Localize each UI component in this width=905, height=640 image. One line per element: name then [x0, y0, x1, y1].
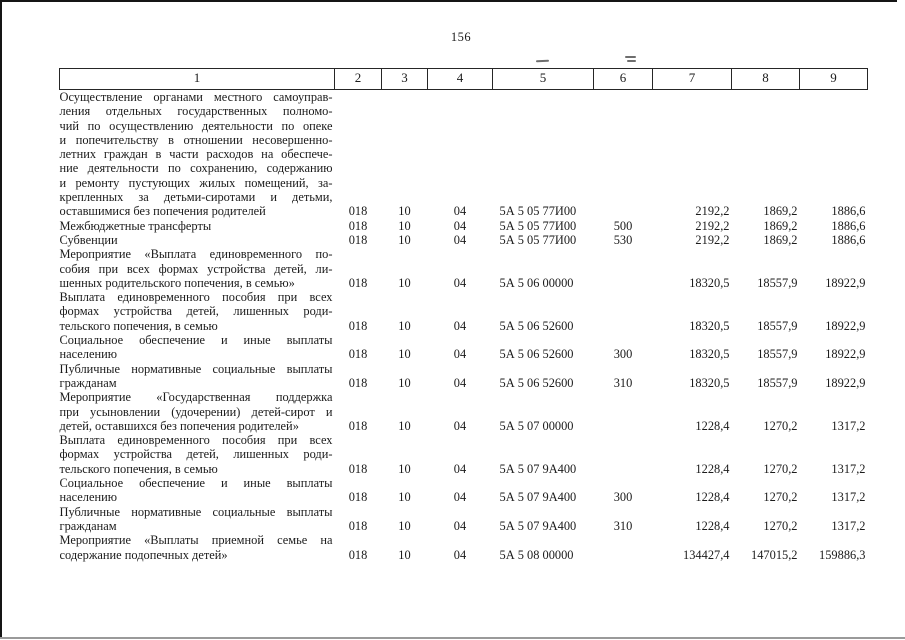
column-header-8: 8	[732, 69, 800, 90]
name-line: при усыновлении (удочерении) детей-сирот и	[59, 404, 333, 419]
cell-subsection-code: 04	[453, 232, 467, 247]
cell-amount-year2: 1869,2	[763, 204, 798, 219]
cell-expense-type-code	[594, 433, 653, 476]
cell-amount-year1: 134427,4	[683, 547, 730, 562]
budget-table	[59, 68, 868, 562]
name-line: оставшимися без попечения родителей	[59, 204, 266, 219]
cell-section-code: 10	[398, 518, 411, 533]
cell-subsection-code: 04	[453, 461, 467, 476]
name-line: собия при всех формах устройства детей, ли-	[59, 261, 333, 276]
cell-amount-year1: 1228,4	[695, 461, 730, 476]
cell-amount-year3: 1317,2	[831, 490, 866, 505]
cell-expense-type-code	[594, 90, 653, 219]
cell-subsection-code: 04	[453, 318, 467, 333]
name-line: крепленных за детьми-сиротами и детьми,	[59, 190, 333, 205]
name-line: Выплата единовременного пособия при всех	[59, 290, 333, 305]
cell-amount-year1: 2192,2	[695, 232, 730, 247]
cell-expense-type-code	[594, 533, 653, 562]
scan-speck	[627, 60, 636, 62]
cell-amount-year3: 1886,6	[831, 232, 866, 247]
name-line: летних граждан в части расходов на обеспече-	[59, 147, 333, 162]
cell-target-article-code: 5А 5 06 52600	[499, 347, 574, 362]
name-line: гражданам	[59, 518, 117, 533]
cell-amount-year1: 18320,5	[689, 318, 730, 333]
cell-expense-type-code	[594, 247, 653, 290]
column-numbers-row	[60, 69, 868, 90]
cell-grbs-code: 018	[348, 275, 368, 290]
cell-grbs-code: 018	[348, 218, 368, 233]
table-row	[60, 433, 868, 476]
cell-section-code: 10	[398, 204, 411, 219]
column-header-1: 1	[60, 69, 335, 90]
cell-expense-type-code: 530	[613, 232, 633, 247]
column-header-6: 6	[594, 69, 653, 90]
cell-section-code: 10	[398, 275, 411, 290]
cell-section-code: 10	[398, 418, 411, 433]
cell-amount-year3: 18922,9	[825, 318, 866, 333]
cell-subsection-code: 04	[453, 347, 467, 362]
table-row	[60, 390, 868, 433]
name-line: и попечительству в отношении несовершенно-	[59, 132, 333, 147]
cell-amount-year1: 1228,4	[695, 490, 730, 505]
cell-amount-year2: 147015,2	[751, 547, 798, 562]
column-header-9: 9	[800, 69, 868, 90]
name-line: и ремонту пустующих жилых помещений, за-	[59, 175, 333, 190]
scan-edge-bottom	[0, 637, 905, 639]
scan-speck	[625, 56, 636, 58]
table-body	[60, 90, 868, 562]
cell-amount-year3: 18922,9	[825, 275, 866, 290]
name-line: Публичные нормативные социальные выплаты	[59, 361, 333, 376]
cell-target-article-code: 5А 5 06 52600	[499, 375, 574, 390]
name-line: Субвенции	[59, 232, 118, 247]
cell-target-article-code: 5А 5 06 00000	[499, 275, 574, 290]
cell-expense-name	[60, 90, 335, 219]
cell-expense-name	[60, 476, 335, 505]
cell-target-article-code: 5А 5 05 77И00	[499, 218, 577, 233]
cell-amount-year1: 1228,4	[695, 418, 730, 433]
table-row	[60, 362, 868, 391]
cell-expense-name	[60, 433, 335, 476]
cell-expense-name	[60, 219, 335, 233]
cell-section-code: 10	[398, 232, 411, 247]
cell-target-article-code: 5А 5 06 52600	[499, 318, 574, 333]
cell-section-code: 10	[398, 461, 411, 476]
cell-target-article-code: 5А 5 07 9А400	[499, 518, 577, 533]
cell-grbs-code: 018	[348, 232, 368, 247]
cell-grbs-code: 018	[348, 318, 368, 333]
name-line: Мероприятие «Выплаты приемной семье на	[59, 533, 333, 548]
cell-grbs-code: 018	[348, 375, 368, 390]
page-number: 156	[450, 30, 472, 44]
cell-expense-type-code: 500	[613, 218, 633, 233]
name-line: Выплата единовременного пособия при всех	[59, 433, 333, 448]
cell-expense-name	[60, 362, 335, 391]
name-line: населению	[59, 490, 117, 505]
name-line: тельского попечения, в семью	[59, 461, 218, 476]
cell-target-article-code: 5А 5 07 9А400	[499, 490, 577, 505]
cell-expense-type-code: 300	[613, 347, 633, 362]
cell-subsection-code: 04	[453, 218, 467, 233]
column-header-7: 7	[653, 69, 732, 90]
table-row	[60, 333, 868, 362]
cell-amount-year3: 1317,2	[831, 418, 866, 433]
cell-expense-type-code: 310	[613, 518, 633, 533]
cell-section-code: 10	[398, 547, 411, 562]
cell-amount-year1: 2192,2	[695, 218, 730, 233]
cell-target-article-code: 5А 5 07 00000	[499, 418, 574, 433]
cell-amount-year3: 1317,2	[831, 518, 866, 533]
cell-amount-year1: 1228,4	[695, 518, 730, 533]
cell-expense-type-code	[594, 390, 653, 433]
name-line: тельского попечения, в семью	[59, 318, 218, 333]
cell-subsection-code: 04	[453, 204, 467, 219]
cell-amount-year2: 1869,2	[763, 232, 798, 247]
cell-expense-type-code	[594, 290, 653, 333]
scan-speck	[536, 60, 549, 62]
name-line: формах устройства детей, лишенных роди-	[59, 447, 333, 462]
cell-subsection-code: 04	[453, 418, 467, 433]
cell-grbs-code: 018	[348, 461, 368, 476]
column-header-4: 4	[428, 69, 493, 90]
name-line: шенных родительского попечения, в семью»	[59, 275, 295, 290]
name-line: гражданам	[59, 375, 117, 390]
table-row	[60, 90, 868, 219]
cell-amount-year1: 18320,5	[689, 347, 730, 362]
cell-subsection-code: 04	[453, 490, 467, 505]
name-line: содержание подопечных детей»	[59, 547, 228, 562]
cell-amount-year1: 18320,5	[689, 375, 730, 390]
cell-amount-year1: 18320,5	[689, 275, 730, 290]
cell-amount-year3: 1317,2	[831, 461, 866, 476]
table-row	[60, 219, 868, 233]
name-line: Социальное обеспечение и иные выплаты	[59, 333, 333, 348]
name-line: Межбюджетные трансферты	[59, 218, 212, 233]
cell-amount-year2: 18557,9	[757, 347, 798, 362]
cell-amount-year2: 1869,2	[763, 218, 798, 233]
cell-grbs-code: 018	[348, 418, 368, 433]
cell-subsection-code: 04	[453, 547, 467, 562]
cell-expense-name	[60, 333, 335, 362]
name-line: Социальное обеспечение и иные выплаты	[59, 476, 333, 491]
cell-section-code: 10	[398, 318, 411, 333]
cell-section-code: 10	[398, 218, 411, 233]
scan-edge-top	[0, 0, 897, 2]
table-row	[60, 476, 868, 505]
name-line: чий по осуществлению деятельности по опеке	[59, 118, 333, 133]
column-header-2: 2	[335, 69, 382, 90]
cell-expense-type-code: 300	[613, 490, 633, 505]
table-row	[60, 233, 868, 247]
cell-amount-year3: 1886,6	[831, 204, 866, 219]
cell-subsection-code: 04	[453, 375, 467, 390]
name-line: детей, оставшихся без попечения родителей»	[59, 418, 299, 433]
name-line: формах устройства детей, лишенных роди-	[59, 304, 333, 319]
cell-expense-name	[60, 390, 335, 433]
cell-expense-name	[60, 505, 335, 534]
name-line: Осуществление органами местного самоуправ-	[59, 90, 333, 104]
table-row	[60, 533, 868, 562]
cell-grbs-code: 018	[348, 347, 368, 362]
cell-grbs-code: 018	[348, 518, 368, 533]
cell-amount-year1: 2192,2	[695, 204, 730, 219]
name-line: ние деятельности по сохранению, содержанию	[59, 161, 333, 176]
cell-grbs-code: 018	[348, 490, 368, 505]
cell-amount-year3: 159886,3	[819, 547, 866, 562]
cell-section-code: 10	[398, 490, 411, 505]
scan-edge-left	[0, 0, 2, 638]
cell-subsection-code: 04	[453, 275, 467, 290]
table-row	[60, 290, 868, 333]
cell-expense-name	[60, 247, 335, 290]
cell-amount-year2: 1270,2	[763, 490, 798, 505]
cell-amount-year2: 18557,9	[757, 275, 798, 290]
name-line: Публичные нормативные социальные выплаты	[59, 504, 333, 519]
cell-expense-name	[60, 290, 335, 333]
cell-amount-year3: 1886,6	[831, 218, 866, 233]
name-line: Мероприятие «Государственная поддержка	[59, 390, 333, 405]
cell-amount-year2: 1270,2	[763, 418, 798, 433]
cell-section-code: 10	[398, 375, 411, 390]
cell-amount-year2: 1270,2	[763, 518, 798, 533]
cell-section-code: 10	[398, 347, 411, 362]
cell-target-article-code: 5А 5 05 77И00	[499, 204, 577, 219]
name-line: населению	[59, 347, 117, 362]
cell-expense-name	[60, 233, 335, 247]
table-row	[60, 505, 868, 534]
cell-amount-year3: 18922,9	[825, 347, 866, 362]
cell-amount-year2: 18557,9	[757, 375, 798, 390]
cell-expense-name	[60, 533, 335, 562]
table-row	[60, 247, 868, 290]
cell-amount-year3: 18922,9	[825, 375, 866, 390]
cell-target-article-code: 5А 5 05 77И00	[499, 232, 577, 247]
cell-target-article-code: 5А 5 08 00000	[499, 547, 574, 562]
cell-amount-year2: 1270,2	[763, 461, 798, 476]
cell-expense-type-code: 310	[613, 375, 633, 390]
cell-amount-year2: 18557,9	[757, 318, 798, 333]
column-header-5: 5	[493, 69, 594, 90]
column-header-3: 3	[382, 69, 428, 90]
cell-subsection-code: 04	[453, 518, 467, 533]
cell-grbs-code: 018	[348, 204, 368, 219]
cell-grbs-code: 018	[348, 547, 368, 562]
cell-target-article-code: 5А 5 07 9А400	[499, 461, 577, 476]
name-line: Мероприятие «Выплата единовременного по-	[59, 247, 333, 262]
name-line: ления отдельных государственных полномо-	[59, 104, 333, 119]
table-header	[60, 69, 868, 90]
